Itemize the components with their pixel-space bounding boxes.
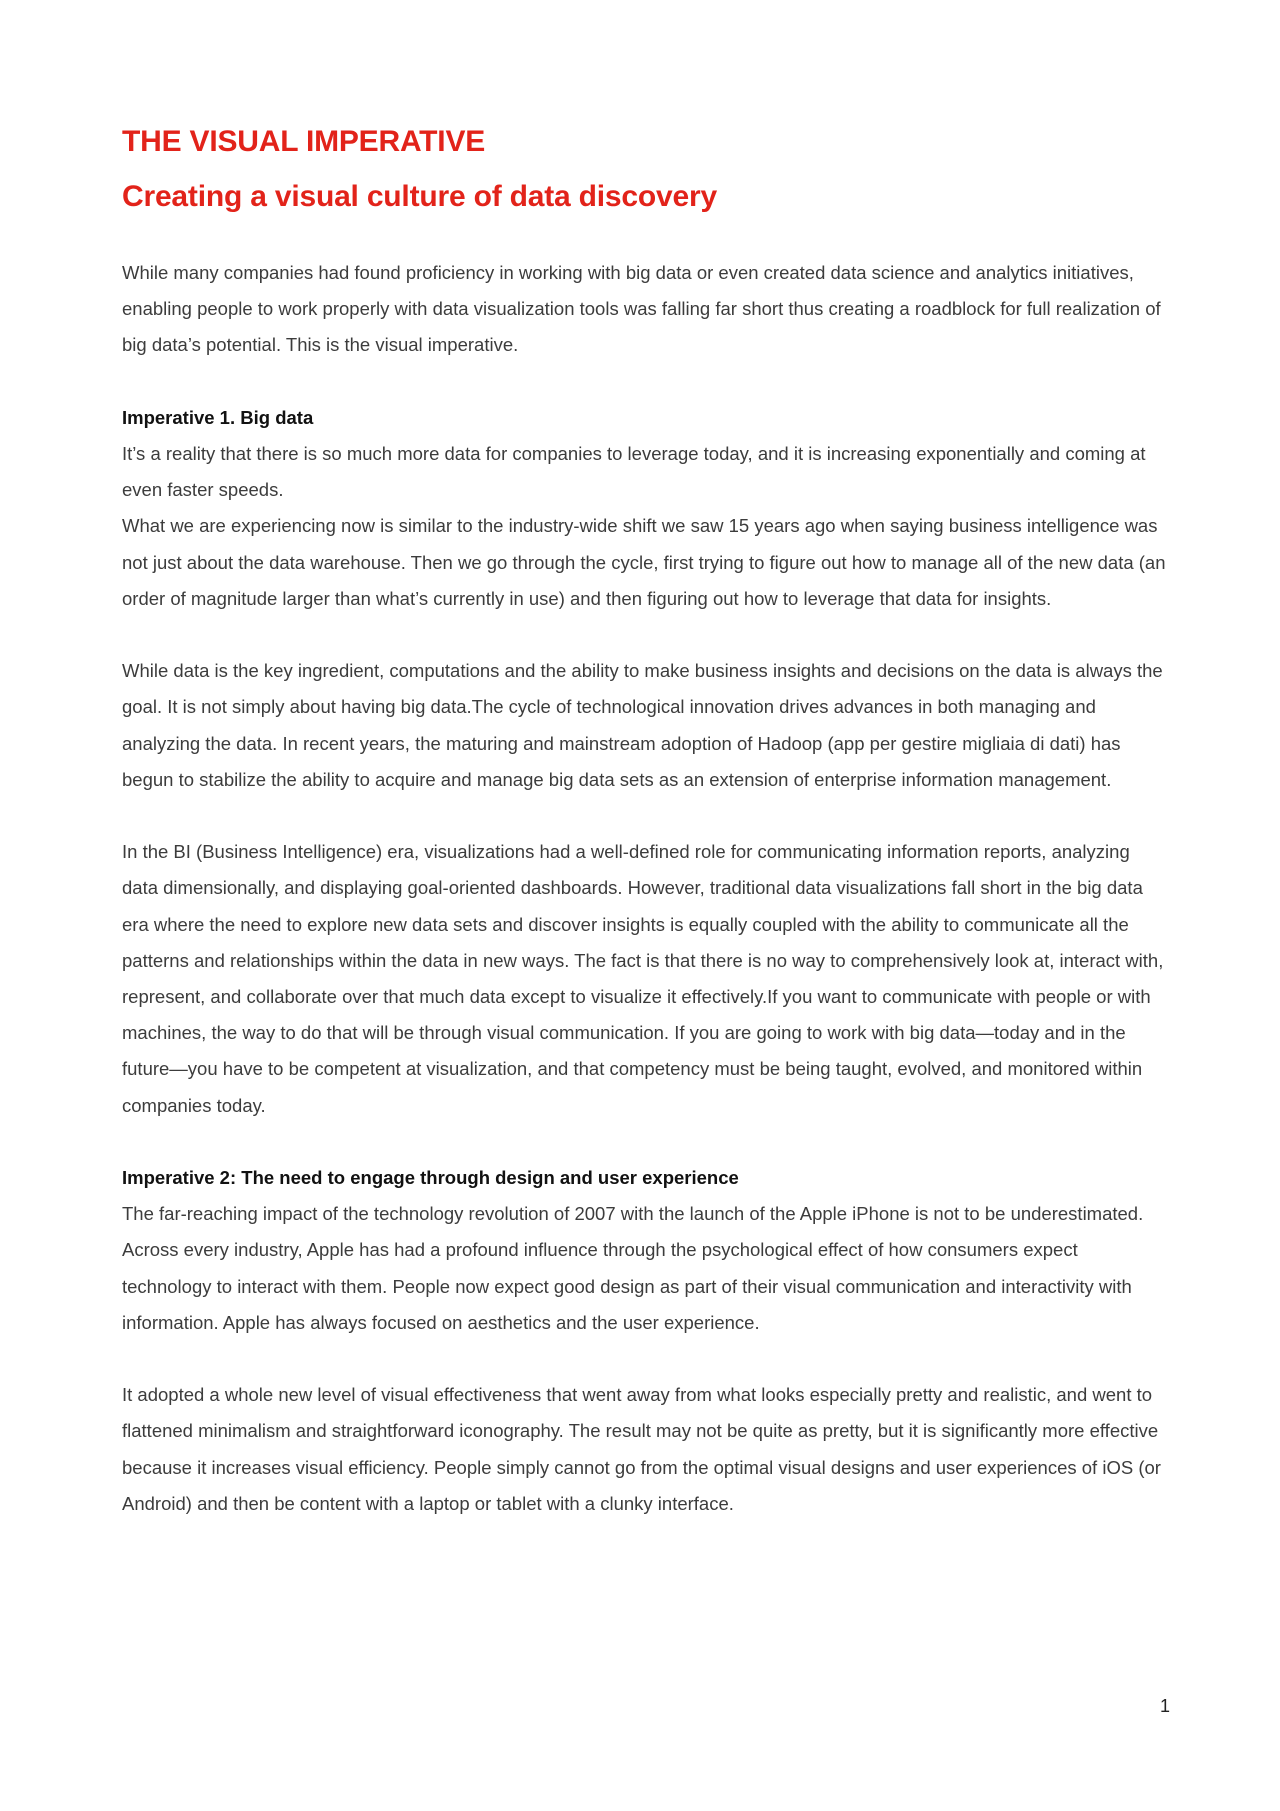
document-page: [122, 122, 1170, 1522]
page-subtitle: Creating a visual culture of data discovery: [122, 180, 717, 213]
spacer: [122, 1124, 1170, 1160]
page-title: THE VISUAL IMPERATIVE: [122, 125, 486, 158]
section1-paragraph-2: What we are experiencing now is similar to the industry-wide shift we saw 15 years ago when saying business intelligence was not just about the data warehouse. Then we go through the cycle, first trying to figure out how to manage all of the new data (an order of magnitude larger than what’s currently in use) and then figuring out how to leverage that data for insights.: [122, 515, 1166, 609]
section1-paragraph-3: While data is the key ingredient, computations and the ability to make business insights and decisions on the data is always the goal. It is not simply about having big data.The cycle of technological innovation drives advances in both managing and analyzing the data. In recent years, the maturing and mainstream adoption of Hadoop (app per gestire migliaia di dati) has begun to stabilize the ability to acquire and manage big data sets as an extension of enterprise information management.: [122, 660, 1163, 790]
spacer: [122, 617, 1170, 653]
spacer: [122, 1341, 1170, 1377]
spacer: [122, 798, 1170, 834]
section2-paragraph-1: The far-reaching impact of the technology revolution of 2007 with the launch of the Apple iPhone is not to be underestimated. Across every industry, Apple has had a profound influence through the psychological effect of how consumers expect technology to interact with them. People now expect good design as part of their visual communication and interactivity with information. Apple has always focused on aesthetics and the user experience.: [122, 1203, 1144, 1333]
section1-paragraph-1: It’s a reality that there is so much more data for companies to leverage today, and it is increasing exponentially and coming at even faster speeds.: [122, 443, 1146, 501]
section1-paragraph-4: In the BI (Business Intelligence) era, visualizations had a well-defined role for communicating information reports, analyzing data dimensionally, and displaying goal-oriented dashboards. However, traditional data visualizations fall short in the big data era where the need to explore new data sets and discover insights is equally coupled with the ability to communicate all the patterns and relationships within the data in new ways. The fact is that there is no way to comprehensively look at, interact with, represent, and collaborate over that much data except to visualize it effectively.If you want to communicate with people or with machines, the way to do that will be through visual communication. If you are going to work with big data—today and in the future—you have to be competent at visualization, and that competency must be being taught, evolved, and monitored within companies today.: [122, 841, 1164, 1116]
spacer: [122, 364, 1170, 400]
intro-paragraph: While many companies had found proficiency in working with big data or even created data science and analytics initiatives, enabling people to work properly with data visualization tools was falling far short thus creating a roadblock for full realization of big data’s potential. This is the visual imperative.: [122, 262, 1161, 356]
page-number: 1: [1159, 1696, 1170, 1716]
section2-paragraph-2: It adopted a whole new level of visual effectiveness that went away from what looks especially pretty and realistic, and went to flattened minimalism and straightforward iconography. The result may not be quite as pretty, but it is significantly more effective because it increases visual efficiency. People simply cannot go from the optimal visual designs and user experiences of iOS (or Android) and then be content with a laptop or tablet with a clunky interface.: [122, 1384, 1161, 1514]
section-heading-imperative-1: Imperative 1. Big data: [122, 406, 314, 428]
section-heading-imperative-2: Imperative 2: The need to engage through design and user experience: [122, 1167, 739, 1189]
